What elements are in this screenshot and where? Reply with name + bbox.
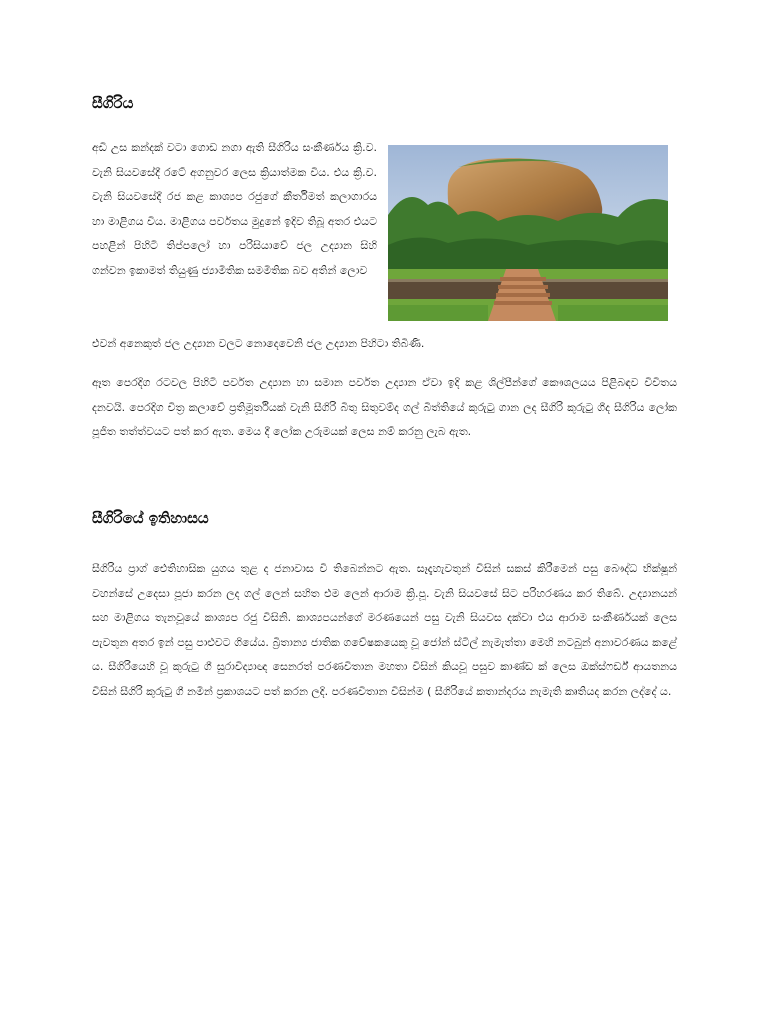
garden-paragraph: ඈත පෙරදිග රටවල පිහිටි පර්වත උද්‍යාන හා සමාන පර්වත උද්‍යාන ඒවා ඉදි කළ ශිල්පීන්ගේ කෞශලයය පිළිබඳව විවිතය දනවයි. පෙරදිග චිත්‍ර කලාවේ ප්‍රතිමූර්තියක් වැනි සීගිරි බිතු සිතුවම්ද ගල් බිත්තියේ කුරුටු ගාන ලද සීගිරි කුරුටු ගීද සීගිරිය ලෝක පූජිත තත්ත්වයට පත් කර ඇත. මෙය දී ලෝක උරුමයක් ලෙස නම් කරනු ලැබ ඇත. — [92, 376, 677, 439]
photo-illustration — [388, 145, 668, 321]
section-heading-history: සීගිරියේ ඉතිහාසය — [92, 509, 209, 527]
sigiriya-rock-photo — [388, 145, 668, 321]
section-heading-sigiriya: සීගිරිය — [92, 94, 134, 112]
intro-paragraph-tail: එවන් අනෙකුත් ජල උද්‍යාන වලට නොදෙවෙනි ජල උද්‍යාන පිහිටා තිබිණි. — [92, 337, 425, 350]
history-paragraph: සීගිරිය ප්‍රාග් ඓතිහාසික යුගය තුළ ද ජනාවාස වී තිබෙන්නට ඇත. සෑදැහැවතුන් විසින් සකස් කිරීමෙන් පසු බෞද්ධ භික්ෂූන් වහන්සේ උදෙසා පූජා කරන ලද ගල් ලෙන් සහිත එම ලෙන් ආරාම ක්‍රි.පූ. වැනි සියවසේ සිට පරිහරණය කර තිබේ. උද්‍යානයන් සහ මාළිගය තැනවූයේ කාශ්‍යප රජු විසිනි. කාශ්‍යපයන්ගේ මරණයෙන් පසු වැනි සියවස දක්වා එය ආරාම සංකීර්ණයක් ලෙස පැවතුන අතර ඉන් පසු පාළුවට ගියේය. බ්‍රිතාන්‍ය ජාතික ගවේෂකයෙකු වූ ජෝන් ස්ටිල් නැමැත්තා මෙහි නටබුන් අනාවරණය කළේ ය. සීගිරියෙහි වූ කුරුටු ගී සුරාවිද්‍යාඥ සෙනරත් පරණවිතාන මහතා විසින් කියවූ පසුව කාණ්ඩ ක් ලෙස ඔක්ස්ෆර්ඩ් ආයතනය විසින් සීගිරි කුරුටු ගී නමින් ප්‍රකාශයට පත් කරන ලදි. පරණවිතාන විසින්ම ( සීගිරියේ කතාන්දරය නැමැති කෘතියද කරන ලද්දේ ය. — [92, 562, 677, 698]
intro-paragraph: අඩි උස කන්දක් වටා ගොඩ නගා ඇති සීගිරිය සංකීර්ණය ක්‍රි.ව. වැනි සියවසේදී රටේ අගනුවර ලෙස ක්‍රියාත්මක විය. එය ක්‍රි.ව. වැනි සියවසේදී රජ කළ කාශ්‍යප රජුගේ කීර්තිමත් කලාගාරය හා මාළිගය විය. මාළිගය පර්වතය මුදුනේ ඉදිව තිබූ අතර එයට පහළින් පිහිටි තිප්පලෝ හා පරිසියාවේ ජල උද්‍යාන සිහි ගන්වන ඉකාමත් තියුණු ජ්‍යාමිතික සමමිතික බව අතින් ලොව — [92, 141, 377, 277]
